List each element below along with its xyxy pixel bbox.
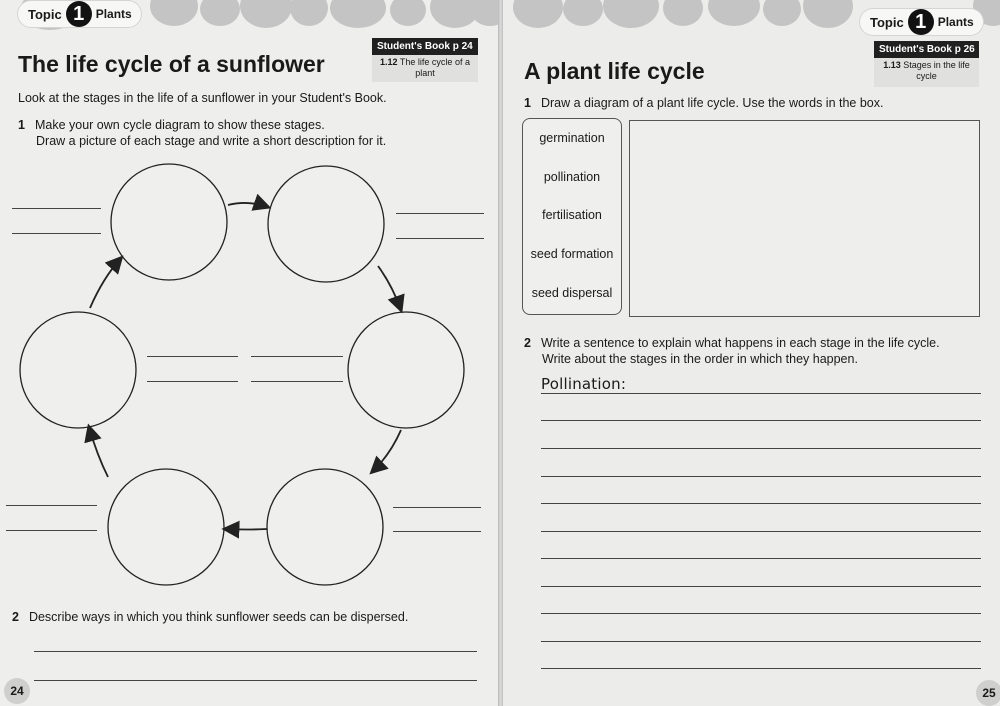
topic-badge xyxy=(860,9,983,35)
writing-line[interactable] xyxy=(251,381,343,382)
answer-line[interactable] xyxy=(541,503,981,504)
word-box xyxy=(522,118,622,315)
answer-line[interactable] xyxy=(541,558,981,559)
question-2: 2 Describe ways in which you think sunflower seeds can be dispersed. xyxy=(12,610,409,624)
answer-line[interactable] xyxy=(541,476,981,477)
stage-circle-3[interactable] xyxy=(348,312,464,428)
topic-name: Plants xyxy=(937,15,974,29)
page-number: 24 xyxy=(4,678,30,704)
writing-line[interactable] xyxy=(251,356,343,357)
stage-circle-6[interactable] xyxy=(20,312,136,428)
stage-circle-4[interactable] xyxy=(267,469,383,585)
topic-name: Plants xyxy=(95,7,132,21)
left-page xyxy=(0,0,498,706)
word-item: germination xyxy=(539,131,605,146)
right-page xyxy=(503,0,1000,706)
cycle-diagram xyxy=(0,0,498,706)
drawing-area[interactable] xyxy=(629,120,980,317)
writing-line[interactable] xyxy=(12,208,101,209)
writing-line[interactable] xyxy=(147,381,238,382)
stage-circle-5[interactable] xyxy=(108,469,224,585)
topic-number: 1 xyxy=(66,1,92,27)
topic-number: 1 xyxy=(908,9,934,35)
word-item: seed formation xyxy=(530,247,614,262)
topic-label: Topic xyxy=(28,6,62,22)
word-item: seed dispersal xyxy=(531,285,613,300)
word-item: fertilisation xyxy=(542,208,602,223)
answer-line[interactable] xyxy=(541,586,981,587)
answer-line[interactable] xyxy=(34,651,477,652)
answer-line[interactable] xyxy=(541,613,981,614)
cycle-arrow xyxy=(225,529,267,530)
cycle-arrow xyxy=(90,258,121,308)
answer-line[interactable] xyxy=(541,420,981,421)
writing-line[interactable] xyxy=(393,531,481,532)
question-1: 1 Make your own cycle diagram to show these stages. Draw a picture of each stage and write a short description for it. xyxy=(18,118,387,148)
writing-line[interactable] xyxy=(147,356,238,357)
answer-line[interactable] xyxy=(541,668,981,669)
writing-line[interactable] xyxy=(12,233,101,234)
writing-line[interactable] xyxy=(393,507,481,508)
writing-line[interactable] xyxy=(396,238,484,239)
writing-line[interactable] xyxy=(6,530,97,531)
answer-line[interactable] xyxy=(541,531,981,532)
writing-line[interactable] xyxy=(6,505,97,506)
page-number: 25 xyxy=(976,680,1000,706)
students-book-reference: Student's Book p 26 1.13 Stages in the life cycle xyxy=(874,41,979,87)
answer-line[interactable] xyxy=(541,448,981,449)
answer-line[interactable] xyxy=(541,393,981,394)
cycle-arrow xyxy=(228,203,268,207)
word-item: pollination xyxy=(543,169,601,184)
cycle-arrow xyxy=(378,266,401,310)
cycle-arrow xyxy=(372,430,401,472)
answer-line[interactable] xyxy=(34,680,477,681)
handwritten-answer: Pollination: xyxy=(541,375,627,393)
page-title: A plant life cycle xyxy=(524,58,705,84)
page-title: The life cycle of a sunflower xyxy=(18,51,325,77)
students-book-reference: Student's Book p 24 1.12 The life cycle of a plant xyxy=(372,38,478,82)
intro-text: Look at the stages in the life of a sunflower in your Student's Book. xyxy=(18,91,387,105)
stage-circle-1[interactable] xyxy=(111,164,227,280)
cycle-arrow xyxy=(89,427,108,477)
answer-line[interactable] xyxy=(541,641,981,642)
stage-circle-2[interactable] xyxy=(268,166,384,282)
writing-line[interactable] xyxy=(396,213,484,214)
question-1: 1 Draw a diagram of a plant life cycle. Use the words in the box. xyxy=(524,96,884,110)
question-2: 2 Write a sentence to explain what happens in each stage in the life cycle. Write about the stages in the order in which they happen. xyxy=(524,336,940,366)
topic-label: Topic xyxy=(870,14,904,30)
